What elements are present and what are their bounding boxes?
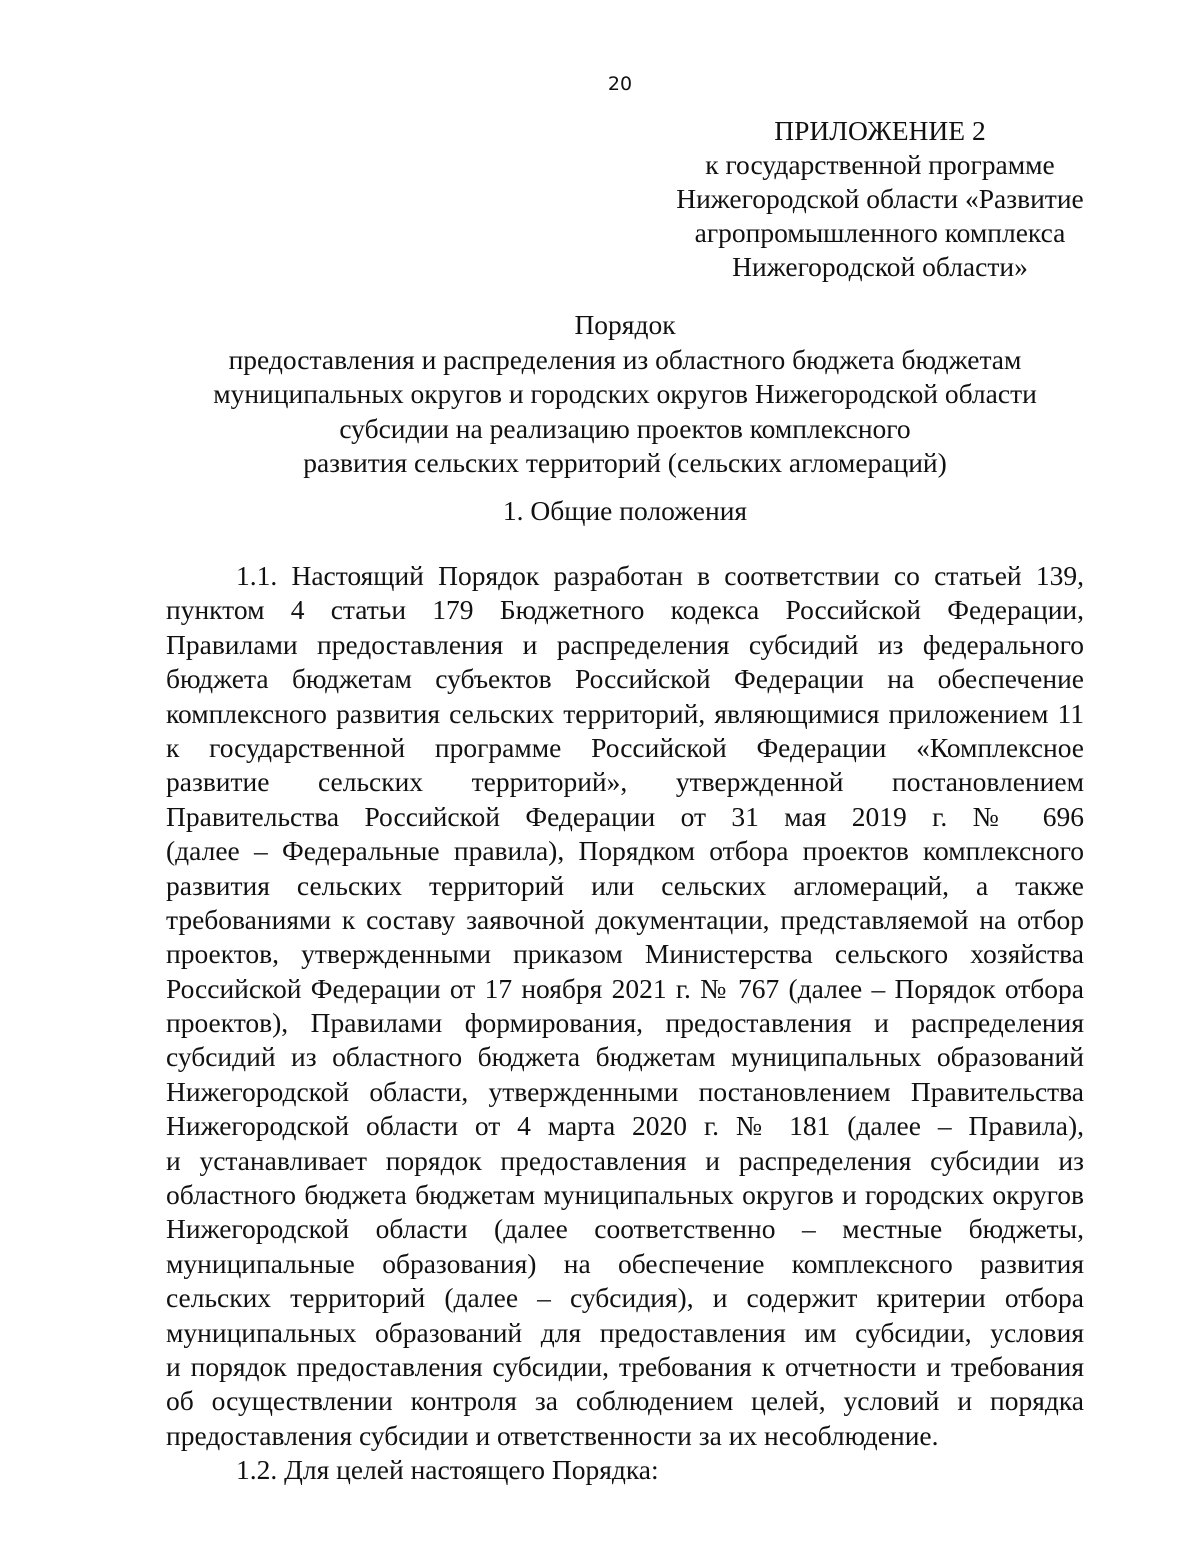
paragraph-line: бюджета бюджетам субъектов Российской Федерации на обеспечение: [166, 663, 1084, 695]
appendix-line: к государственной программе: [705, 149, 1055, 180]
paragraph-line: комплексного развития сельских территорий, являющимися приложением 11: [166, 697, 1084, 729]
paragraph-line: проектов), Правилами формирования, предоставления и распределения: [166, 1007, 1084, 1039]
paragraph-line: Нижегородской области (далее соответственно – местные бюджеты,: [166, 1213, 1084, 1245]
document-title: [166, 308, 1084, 481]
paragraph-line: Нижегородской области от 4 марта 2020 г. № 181 (далее – Правила),: [166, 1110, 1084, 1142]
paragraph-line: предоставления субсидии и ответственности за их несоблюдение.: [166, 1419, 939, 1451]
paragraph-line: и порядок предоставления субсидии, требования к отчетности и требования: [166, 1350, 1084, 1382]
paragraph-line: к государственной программе Российской Федерации «Комплексное: [166, 731, 1084, 763]
paragraph-line: развитие сельских территорий», утвержденной постановлением: [166, 766, 1084, 798]
paragraph-line: развития сельских территорий или сельских агломераций, а также: [166, 869, 1084, 901]
document-title-word: Порядок: [574, 309, 676, 340]
appendix-line: агропромышленного комплекса: [694, 217, 1066, 248]
paragraph-line: и устанавливает порядок предоставления и распределения субсидии из: [166, 1144, 1084, 1176]
document-title-line: муниципальных округов и городских округов Нижегородской области: [213, 378, 1037, 409]
paragraph-line: проектов, утвержденными приказом Министерства сельского хозяйства: [166, 938, 1084, 970]
paragraph-line: (далее – Федеральные правила), Порядком отбора проектов комплексного: [166, 835, 1084, 867]
paragraph-line: сельских территорий (далее – субсидия), и содержит критерии отбора: [166, 1282, 1084, 1314]
paragraph-line: требованиями к составу заявочной документации, представляемой на отбор: [166, 903, 1084, 935]
paragraph-line: Правительства Российской Федерации от 31 мая 2019 г. № 696: [166, 800, 1084, 832]
paragraph-1-1: [166, 559, 1084, 1453]
paragraph-line: муниципальных образований для предоставления им субсидии, условия: [166, 1316, 1084, 1348]
paragraph-line: Российской Федерации от 17 ноября 2021 г. № 767 (далее – Порядок отбора: [166, 972, 1084, 1004]
appendix-title: ПРИЛОЖЕНИЕ 2: [774, 115, 986, 146]
paragraph-line: Нижегородской области, утвержденными постановлением Правительства: [166, 1075, 1084, 1107]
appendix-line: Нижегородской области «Развитие: [676, 183, 1084, 214]
document-title-line: предоставления и распределения из областного бюджета бюджетам: [228, 343, 1022, 375]
document-title-line: субсидии на реализацию проектов комплексного: [339, 412, 911, 444]
paragraph-line: пунктом 4 статьи 179 Бюджетного кодекса Российской Федерации,: [166, 594, 1084, 626]
section-heading: 1. Общие положения: [502, 495, 748, 526]
paragraph-line: об осуществлении контроля за соблюдением целей, условий и порядка: [166, 1385, 1084, 1417]
appendix-line: Нижегородской области»: [732, 251, 1028, 282]
paragraph-line: 1.1. Настоящий Порядок разработан в соответствии со статьей 139,: [236, 560, 1084, 591]
paragraph-1-2: [166, 1453, 1084, 1487]
paragraph-line: субсидий из областного бюджета бюджетам муниципальных образований: [166, 1041, 1084, 1073]
paragraph-line: Правилами предоставления и распределения субсидий из федерального: [166, 628, 1084, 660]
paragraph-line: муниципальные образования) на обеспечение комплексного развития: [166, 1247, 1084, 1279]
appendix-header: [640, 114, 1120, 284]
document-title-line: развития сельских территорий (сельских агломераций): [303, 447, 947, 478]
paragraph-line: областного бюджета бюджетам муниципальных округов и городских округов: [166, 1179, 1084, 1211]
document-body: [166, 559, 1084, 1488]
paragraph-line: 1.2. Для целей настоящего Порядка:: [236, 1454, 659, 1486]
page-number: 20: [607, 73, 633, 95]
